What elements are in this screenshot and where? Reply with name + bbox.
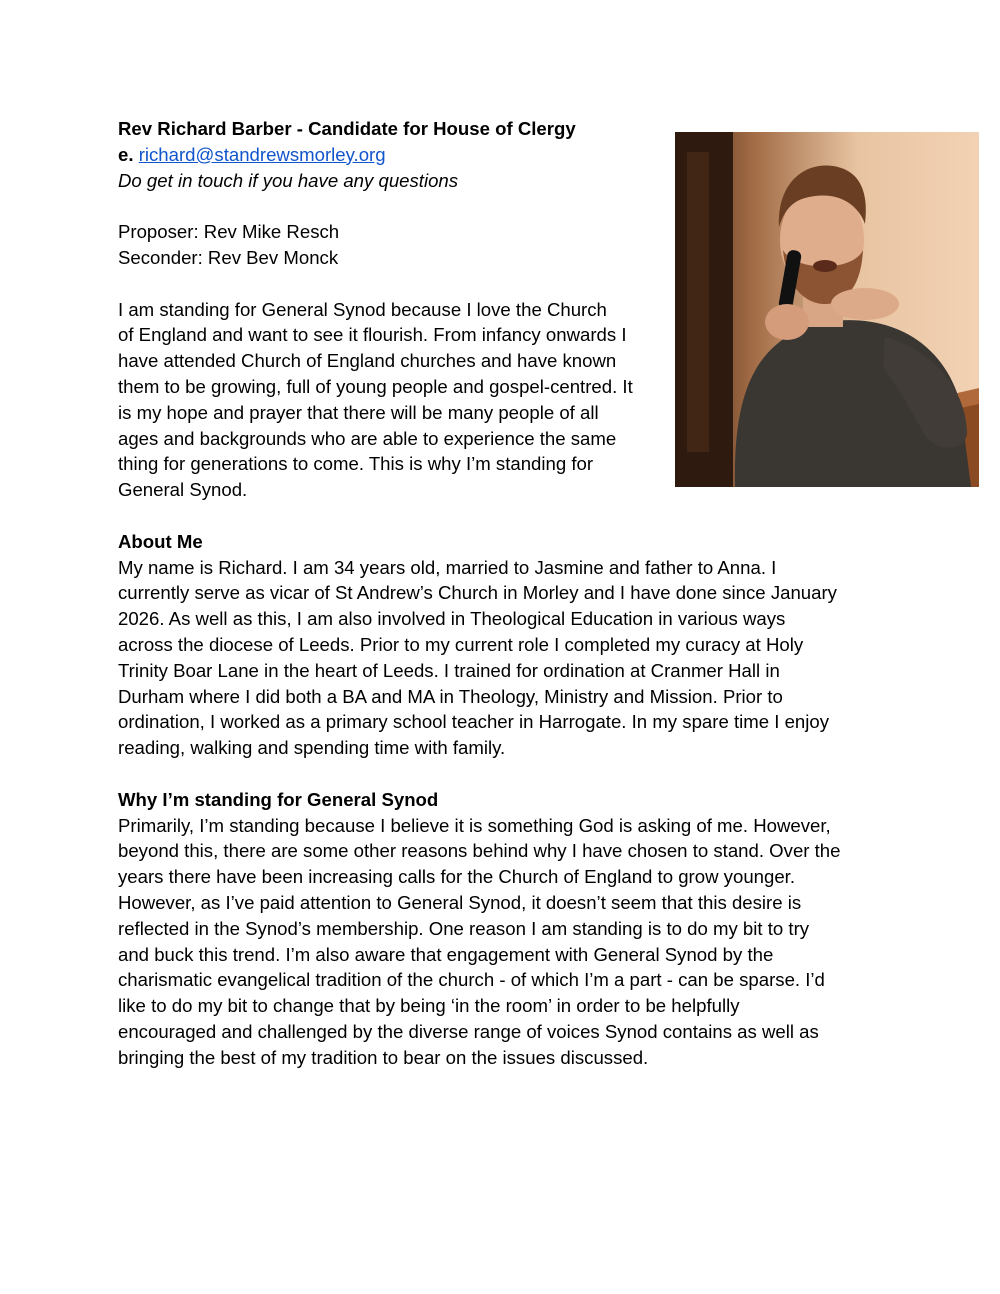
about-line: My name is Richard. I am 34 years old, married to Jasmine and father to Anna. I: [118, 556, 777, 578]
why-heading: Why I’m standing for General Synod: [118, 788, 439, 810]
why-line: Primarily, I’m standing because I believe it is something God is asking of me. However,: [118, 814, 831, 836]
why-paragraph: [118, 813, 898, 1071]
email-link[interactable]: richard@standrewsmorley.org: [138, 143, 386, 165]
about-line: Trinity Boar Lane in the heart of Leeds. I trained for ordination at Cranmer Hall in: [118, 659, 780, 681]
proposer: Proposer: Rev Mike Resch: [118, 221, 340, 243]
why-line: However, as I’ve paid attention to General Synod, it doesn’t seem that this desire is: [118, 891, 802, 913]
candidate-photo: [675, 132, 979, 487]
about-line: ordination, I worked as a primary school teacher in Harrogate. In my spare time I enjoy: [118, 711, 830, 733]
about-heading: About Me: [118, 530, 203, 552]
seconder: Seconder: Rev Bev Monck: [118, 246, 339, 268]
why-line: reflected in the Synod’s membership. One reason I am standing is to do my bit to try: [118, 917, 810, 939]
intro-line: I am standing for General Synod because I love the Church: [118, 298, 607, 320]
intro-line: is my hope and prayer that there will be many people of all: [118, 401, 599, 423]
about-line: reading, walking and spending time with family.: [118, 737, 506, 759]
email-label: e.: [118, 143, 134, 165]
intro-line: ages and backgrounds who are able to experience the same: [118, 427, 617, 449]
intro-line: them to be growing, full of young people and gospel-centred. It: [118, 375, 633, 397]
why-line: bringing the best of my tradition to bear on the issues discussed.: [118, 1046, 649, 1068]
why-line: encouraged and challenged by the diverse range of voices Synod contains as well as: [118, 1020, 819, 1042]
why-line: charismatic evangelical tradition of the church - of which I’m a part - can be sparse. I’d: [118, 969, 825, 991]
why-line: beyond this, there are some other reasons behind why I have chosen to stand. Over the: [118, 840, 841, 862]
why-line: like to do my bit to change that by being ‘in the room’ in order to be helpfully: [118, 995, 740, 1017]
about-line: across the diocese of Leeds. Prior to my current role I completed my curacy at Holy: [118, 633, 804, 655]
about-paragraph: [118, 555, 898, 761]
contact-note: Do get in touch if you have any questions: [118, 169, 459, 191]
intro-line: General Synod.: [118, 479, 248, 501]
about-line: currently serve as vicar of St Andrew’s Church in Morley and I have done since January: [118, 582, 837, 604]
spacer: [118, 503, 898, 529]
spacer: [118, 761, 898, 787]
intro-line: have attended Church of England churches and have known: [118, 350, 617, 372]
page-title: Rev Richard Barber - Candidate for House of Clergy: [118, 118, 576, 139]
about-line: Durham where I did both a BA and MA in Theology, Ministry and Mission. Prior to: [118, 685, 783, 707]
intro-line: thing for generations to come. This is why I’m standing for: [118, 453, 594, 475]
about-line: 2026. As well as this, I am also involved in Theological Education in various ways: [118, 608, 786, 630]
intro-line: of England and want to see it flourish. From infancy onwards I: [118, 324, 627, 346]
why-line: and buck this trend. I’m also aware that engagement with General Synod by the: [118, 943, 774, 965]
why-line: years there have been increasing calls for the Church of England to grow younger.: [118, 866, 796, 888]
